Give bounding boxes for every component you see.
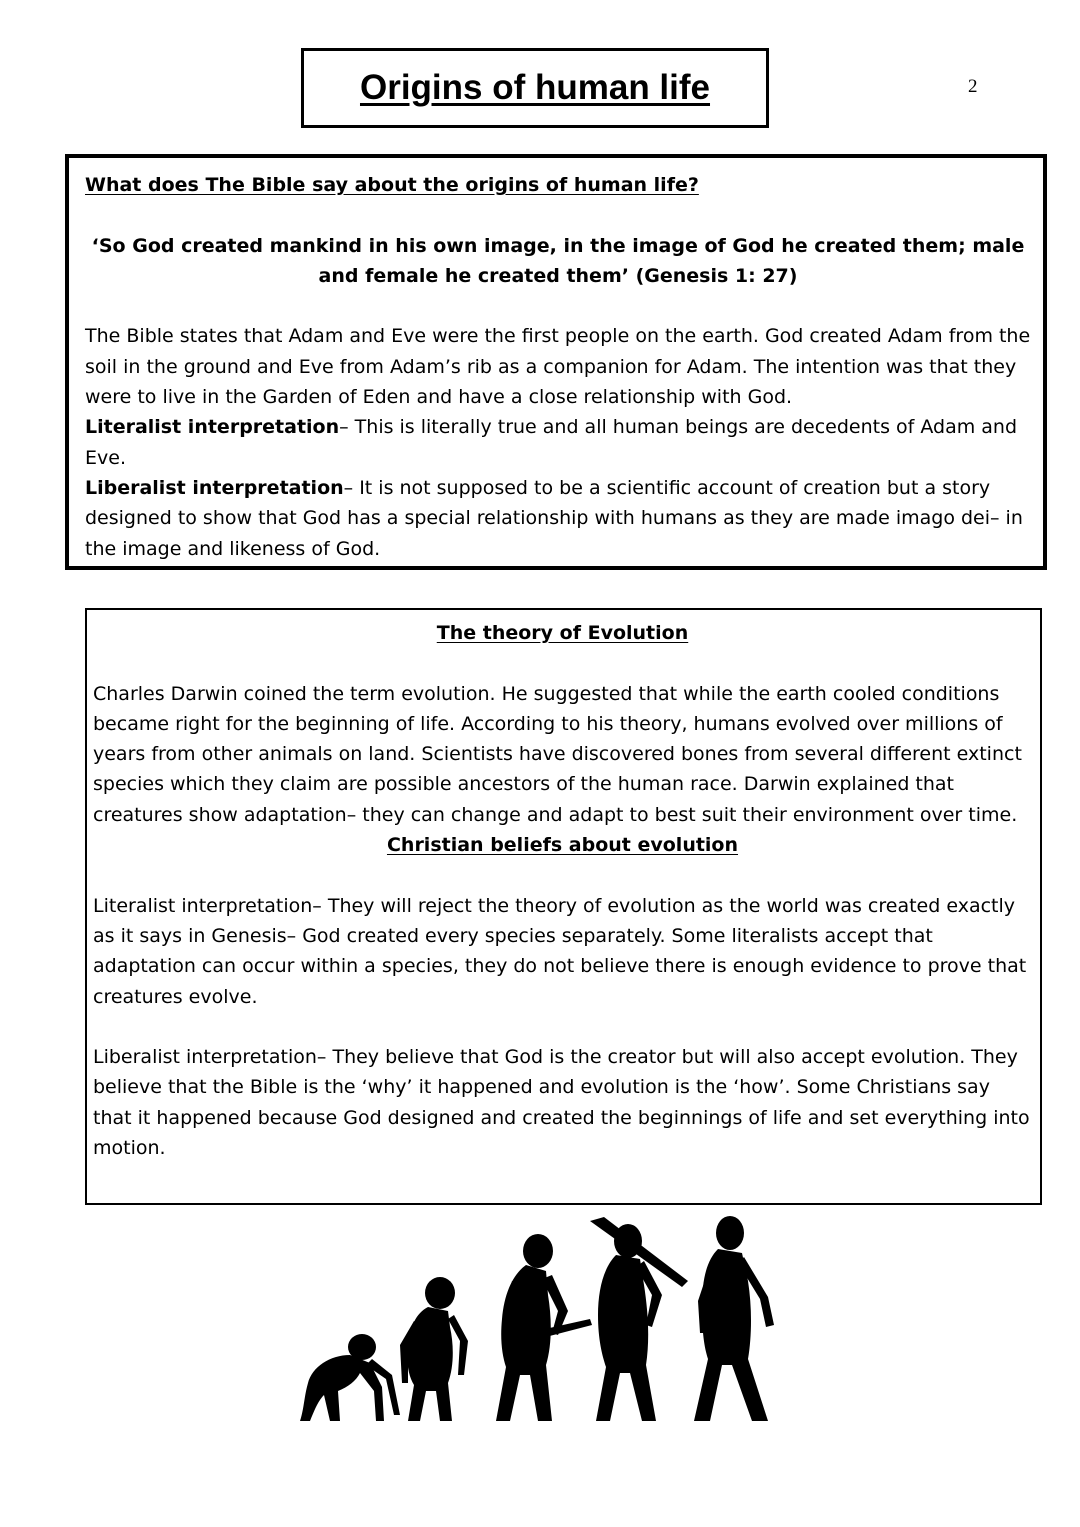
spacer	[85, 291, 1031, 321]
genesis-quote: ‘So God created mankind in his own image, in the image of God he created them; male and female he created them’ (Genesis 1: 27)	[91, 234, 1025, 287]
literalist-item	[85, 412, 1031, 473]
bible-section	[65, 154, 1047, 570]
early-hominid-figure-icon	[400, 1277, 468, 1421]
ape-figure-icon	[300, 1334, 400, 1421]
evolution-section	[85, 608, 1042, 1205]
spacer	[85, 200, 1031, 230]
liberalist-evolution-paragraph: Liberalist interpretation– They believe that God is the creator but will also accept evolution. They believe that the Bible is the ‘why’ it happened and evolution is the ‘how’. Some Christians say that it happened because God designed and created the beginnings of life and set everything into motion.	[93, 1046, 1030, 1160]
page-number: 2	[968, 76, 978, 97]
bible-paragraph: The Bible states that Adam and Eve were the first people on the earth. God created Adam from the soil in the ground and Eve from Adam’s rib as a companion for Adam. The intention was that they were to live in the Garden of Eden and have a close relationship with God.	[85, 325, 1031, 409]
title-box	[301, 48, 769, 128]
literalist-evolution-paragraph: Literalist interpretation– They will reject the theory of evolution as the world was created exactly as it says in Genesis– God created every species separately. Some literalists accept that adaptation can occur within a species, they do not believe there is enough evidence to prove that creatures evolve.	[93, 894, 1027, 1008]
spacer	[93, 860, 1032, 890]
evolution-silhouette-icon	[290, 1215, 810, 1427]
evolution-heading: The theory of Evolution	[436, 622, 689, 644]
bible-heading: What does The Bible say about the origins of human life?	[85, 174, 699, 196]
modern-human-figure-icon	[694, 1216, 774, 1421]
evolution-paragraph: Charles Darwin coined the term evolution. He suggested that while the earth cooled conditions became right for the beginning of life. According to his theory, humans evolved over millions of years from other animals on land. Scientists have discovered bones from several different extinct species which they claim are possible ancestors of the human race. Darwin explained that creatures show adaptation– they can change and adapt to best suit their environment over time.	[93, 682, 1022, 826]
hominid-with-spear-figure-icon	[590, 1217, 688, 1421]
liberalist-item	[85, 473, 1031, 564]
spacer	[93, 648, 1032, 678]
liberalist-label: Liberalist interpretation	[85, 476, 344, 499]
page-title: Origins of human life	[359, 68, 711, 107]
liberalist-text: – It is not supposed to be a scientific account of creation but a story designed to show that God has a special relationship with humans as they are made imago dei– in the image and likeness of God.	[85, 476, 1023, 560]
hominid-with-stick-figure-icon	[496, 1234, 592, 1421]
literalist-label: Literalist interpretation	[85, 416, 340, 439]
literalist-text: – This is literally true and all human beings are decedents of Adam and Eve.	[85, 416, 1018, 469]
christian-beliefs-heading: Christian beliefs about evolution	[386, 834, 739, 857]
spacer	[93, 1012, 1032, 1042]
